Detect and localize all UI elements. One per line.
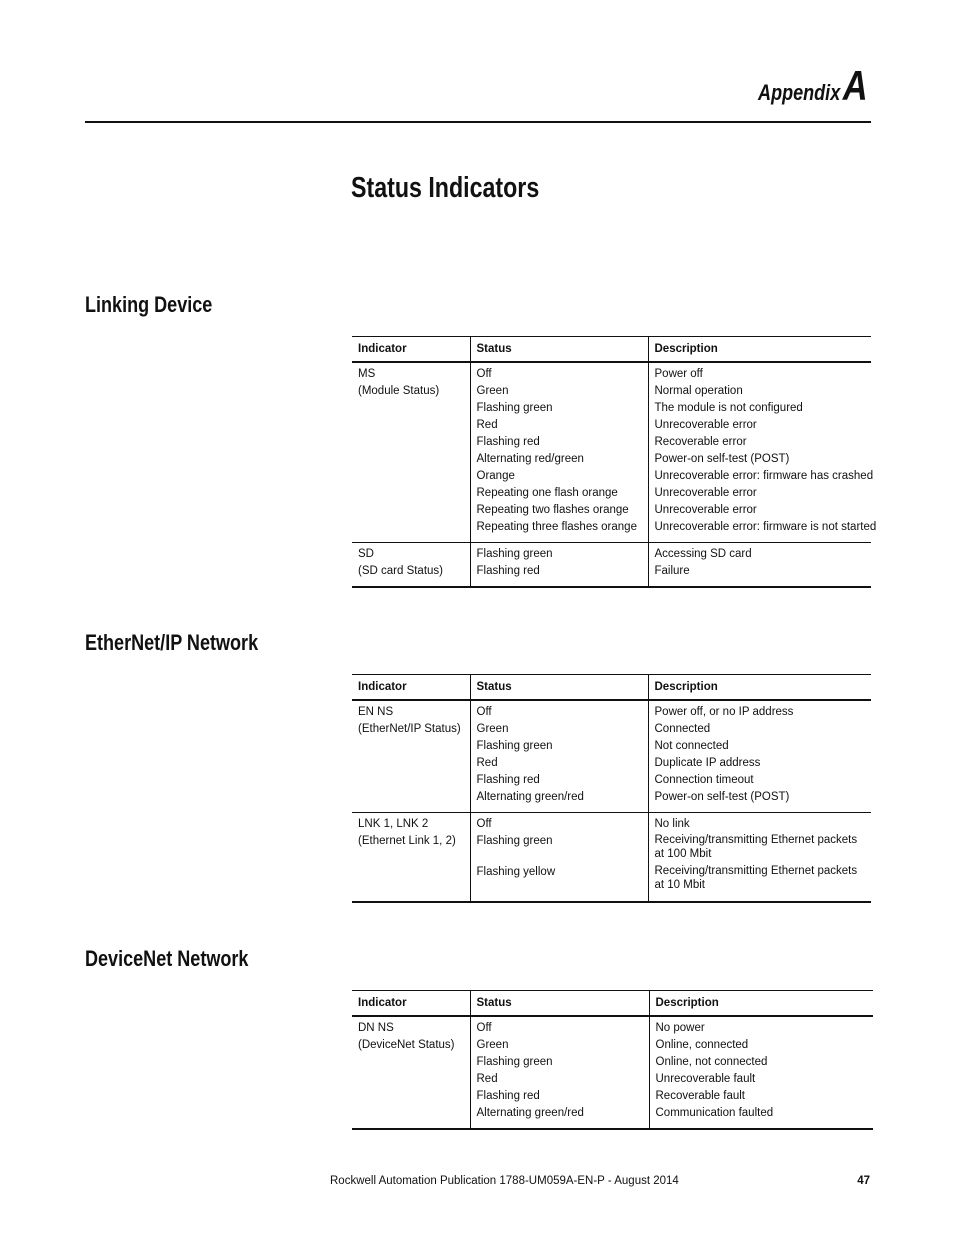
description-line: Unrecoverable fault — [655, 1073, 756, 1085]
table-row — [352, 1016, 873, 1129]
status-cell — [470, 813, 648, 903]
status-line: Flashing red — [476, 1090, 540, 1102]
indicator-name: EN NS — [358, 706, 394, 718]
description-cell — [649, 1016, 873, 1129]
description-line: Communication faulted — [655, 1107, 774, 1119]
status-line: Red — [476, 757, 498, 769]
appendix-word: Appendix — [758, 80, 841, 105]
description-line: Unrecoverable error — [654, 504, 757, 516]
description-line: Connected — [654, 723, 711, 735]
indicator-cell — [352, 813, 470, 903]
section-heading-linking-device: Linking Device — [85, 292, 213, 317]
section-heading-devicenet: DeviceNet Network — [85, 946, 249, 971]
column-header-indicator: Indicator — [352, 337, 470, 363]
indicator-subtitle: (SD card Status) — [358, 565, 443, 577]
description-line: No power — [655, 1022, 705, 1034]
status-line: Flashing green — [476, 835, 553, 847]
description-line: Receiving/transmitting Ethernet packets at 10 Mbit — [654, 865, 858, 891]
chapter-title: Status Indicators — [351, 172, 540, 204]
table-row — [352, 543, 871, 588]
indicator-cell — [352, 362, 470, 543]
indicator-name: MS — [358, 368, 376, 380]
status-line: Flashing green — [476, 1056, 553, 1068]
indicator-name: SD — [358, 548, 374, 560]
status-line: Alternating green/red — [476, 1107, 584, 1119]
status-line: Flashing yellow — [476, 866, 556, 878]
description-line: Receiving/transmitting Ethernet packets at 100 Mbit — [654, 834, 858, 860]
indicator-cell — [352, 543, 470, 588]
status-cell — [470, 700, 648, 813]
column-header-indicator: Indicator — [352, 675, 470, 701]
status-line: Flashing green — [476, 402, 553, 414]
indicator-subtitle: (Ethernet Link 1, 2) — [358, 835, 456, 847]
column-header-status: Status — [470, 337, 648, 363]
table-row — [352, 813, 871, 903]
description-cell — [648, 543, 871, 588]
section-heading-ethernet: EtherNet/IP Network — [85, 630, 259, 655]
status-line: Flashing green — [476, 740, 553, 752]
indicator-name: DN NS — [358, 1022, 394, 1034]
description-line: Connection timeout — [654, 774, 754, 786]
status-line: Flashing red — [476, 774, 540, 786]
table-header-row — [352, 991, 873, 1017]
description-line: No link — [654, 818, 690, 830]
status-line: Green — [476, 385, 509, 397]
description-cell — [648, 362, 877, 543]
status-line: Flashing red — [476, 436, 540, 448]
description-cell — [648, 813, 871, 903]
description-line: Unrecoverable error: firmware is not started — [654, 521, 877, 533]
description-line: Unrecoverable error — [654, 487, 757, 499]
indicator-cell — [352, 1016, 470, 1129]
status-line: Off — [476, 1022, 492, 1034]
description-cell — [648, 700, 871, 813]
description-line: Online, connected — [655, 1039, 749, 1051]
status-line: Off — [476, 706, 492, 718]
description-line: Unrecoverable error: firmware has crashed — [654, 470, 874, 482]
page-number: 47 — [857, 1175, 870, 1187]
status-line: Orange — [476, 470, 515, 482]
status-line: Repeating two flashes orange — [476, 504, 629, 516]
description-line: Online, not connected — [655, 1056, 768, 1068]
appendix-letter: A — [843, 62, 868, 109]
status-line: Green — [476, 723, 509, 735]
description-line: Recoverable fault — [655, 1090, 745, 1102]
ethernet-table — [352, 674, 871, 903]
status-cell — [470, 362, 648, 543]
description-line: Power off, or no IP address — [654, 706, 794, 718]
column-header-status: Status — [470, 991, 649, 1017]
footer-publication: Rockwell Automation Publication 1788-UM059A-EN-P - August 2014 — [330, 1175, 679, 1187]
status-line: Off — [476, 368, 492, 380]
header-rule — [85, 121, 871, 123]
devicenet-table — [352, 990, 873, 1130]
description-line: Accessing SD card — [654, 548, 752, 560]
status-cell — [470, 1016, 649, 1129]
description-line: Failure — [654, 565, 690, 577]
status-line: Flashing green — [476, 548, 553, 560]
indicator-subtitle: (DeviceNet Status) — [358, 1039, 455, 1051]
status-line: Alternating green/red — [476, 791, 584, 803]
description-line: Unrecoverable error — [654, 419, 757, 431]
description-line: Power off — [654, 368, 703, 380]
column-header-status: Status — [470, 675, 648, 701]
status-line: Green — [476, 1039, 509, 1051]
column-header-indicator: Indicator — [352, 991, 470, 1017]
description-line: Power-on self-test (POST) — [654, 453, 790, 465]
table-header-row — [352, 675, 871, 701]
indicator-subtitle: (EtherNet/IP Status) — [358, 723, 461, 735]
status-line: Alternating red/green — [476, 453, 584, 465]
status-line: Flashing red — [476, 565, 540, 577]
status-line: Red — [476, 1073, 498, 1085]
indicator-cell — [352, 700, 470, 813]
table-header-row — [352, 337, 871, 363]
status-line: Repeating three flashes orange — [476, 521, 637, 533]
description-line: Recoverable error — [654, 436, 747, 448]
description-line: The module is not configured — [654, 402, 803, 414]
description-line: Not connected — [654, 740, 729, 752]
table-row — [352, 362, 871, 543]
description-line: Duplicate IP address — [654, 757, 761, 769]
status-cell — [470, 543, 648, 588]
linking-device-table — [352, 336, 877, 588]
indicator-name: LNK 1, LNK 2 — [358, 818, 429, 830]
table-row — [352, 700, 871, 813]
appendix-label — [758, 62, 868, 110]
status-line: Red — [476, 419, 498, 431]
column-header-description: Description — [648, 675, 871, 701]
description-line: Normal operation — [654, 385, 743, 397]
indicator-subtitle: (Module Status) — [358, 385, 440, 397]
column-header-description: Description — [649, 991, 873, 1017]
column-header-description: Description — [648, 337, 871, 363]
description-line: Power-on self-test (POST) — [654, 791, 790, 803]
status-line: Repeating one flash orange — [476, 487, 618, 499]
status-line: Off — [476, 818, 492, 830]
